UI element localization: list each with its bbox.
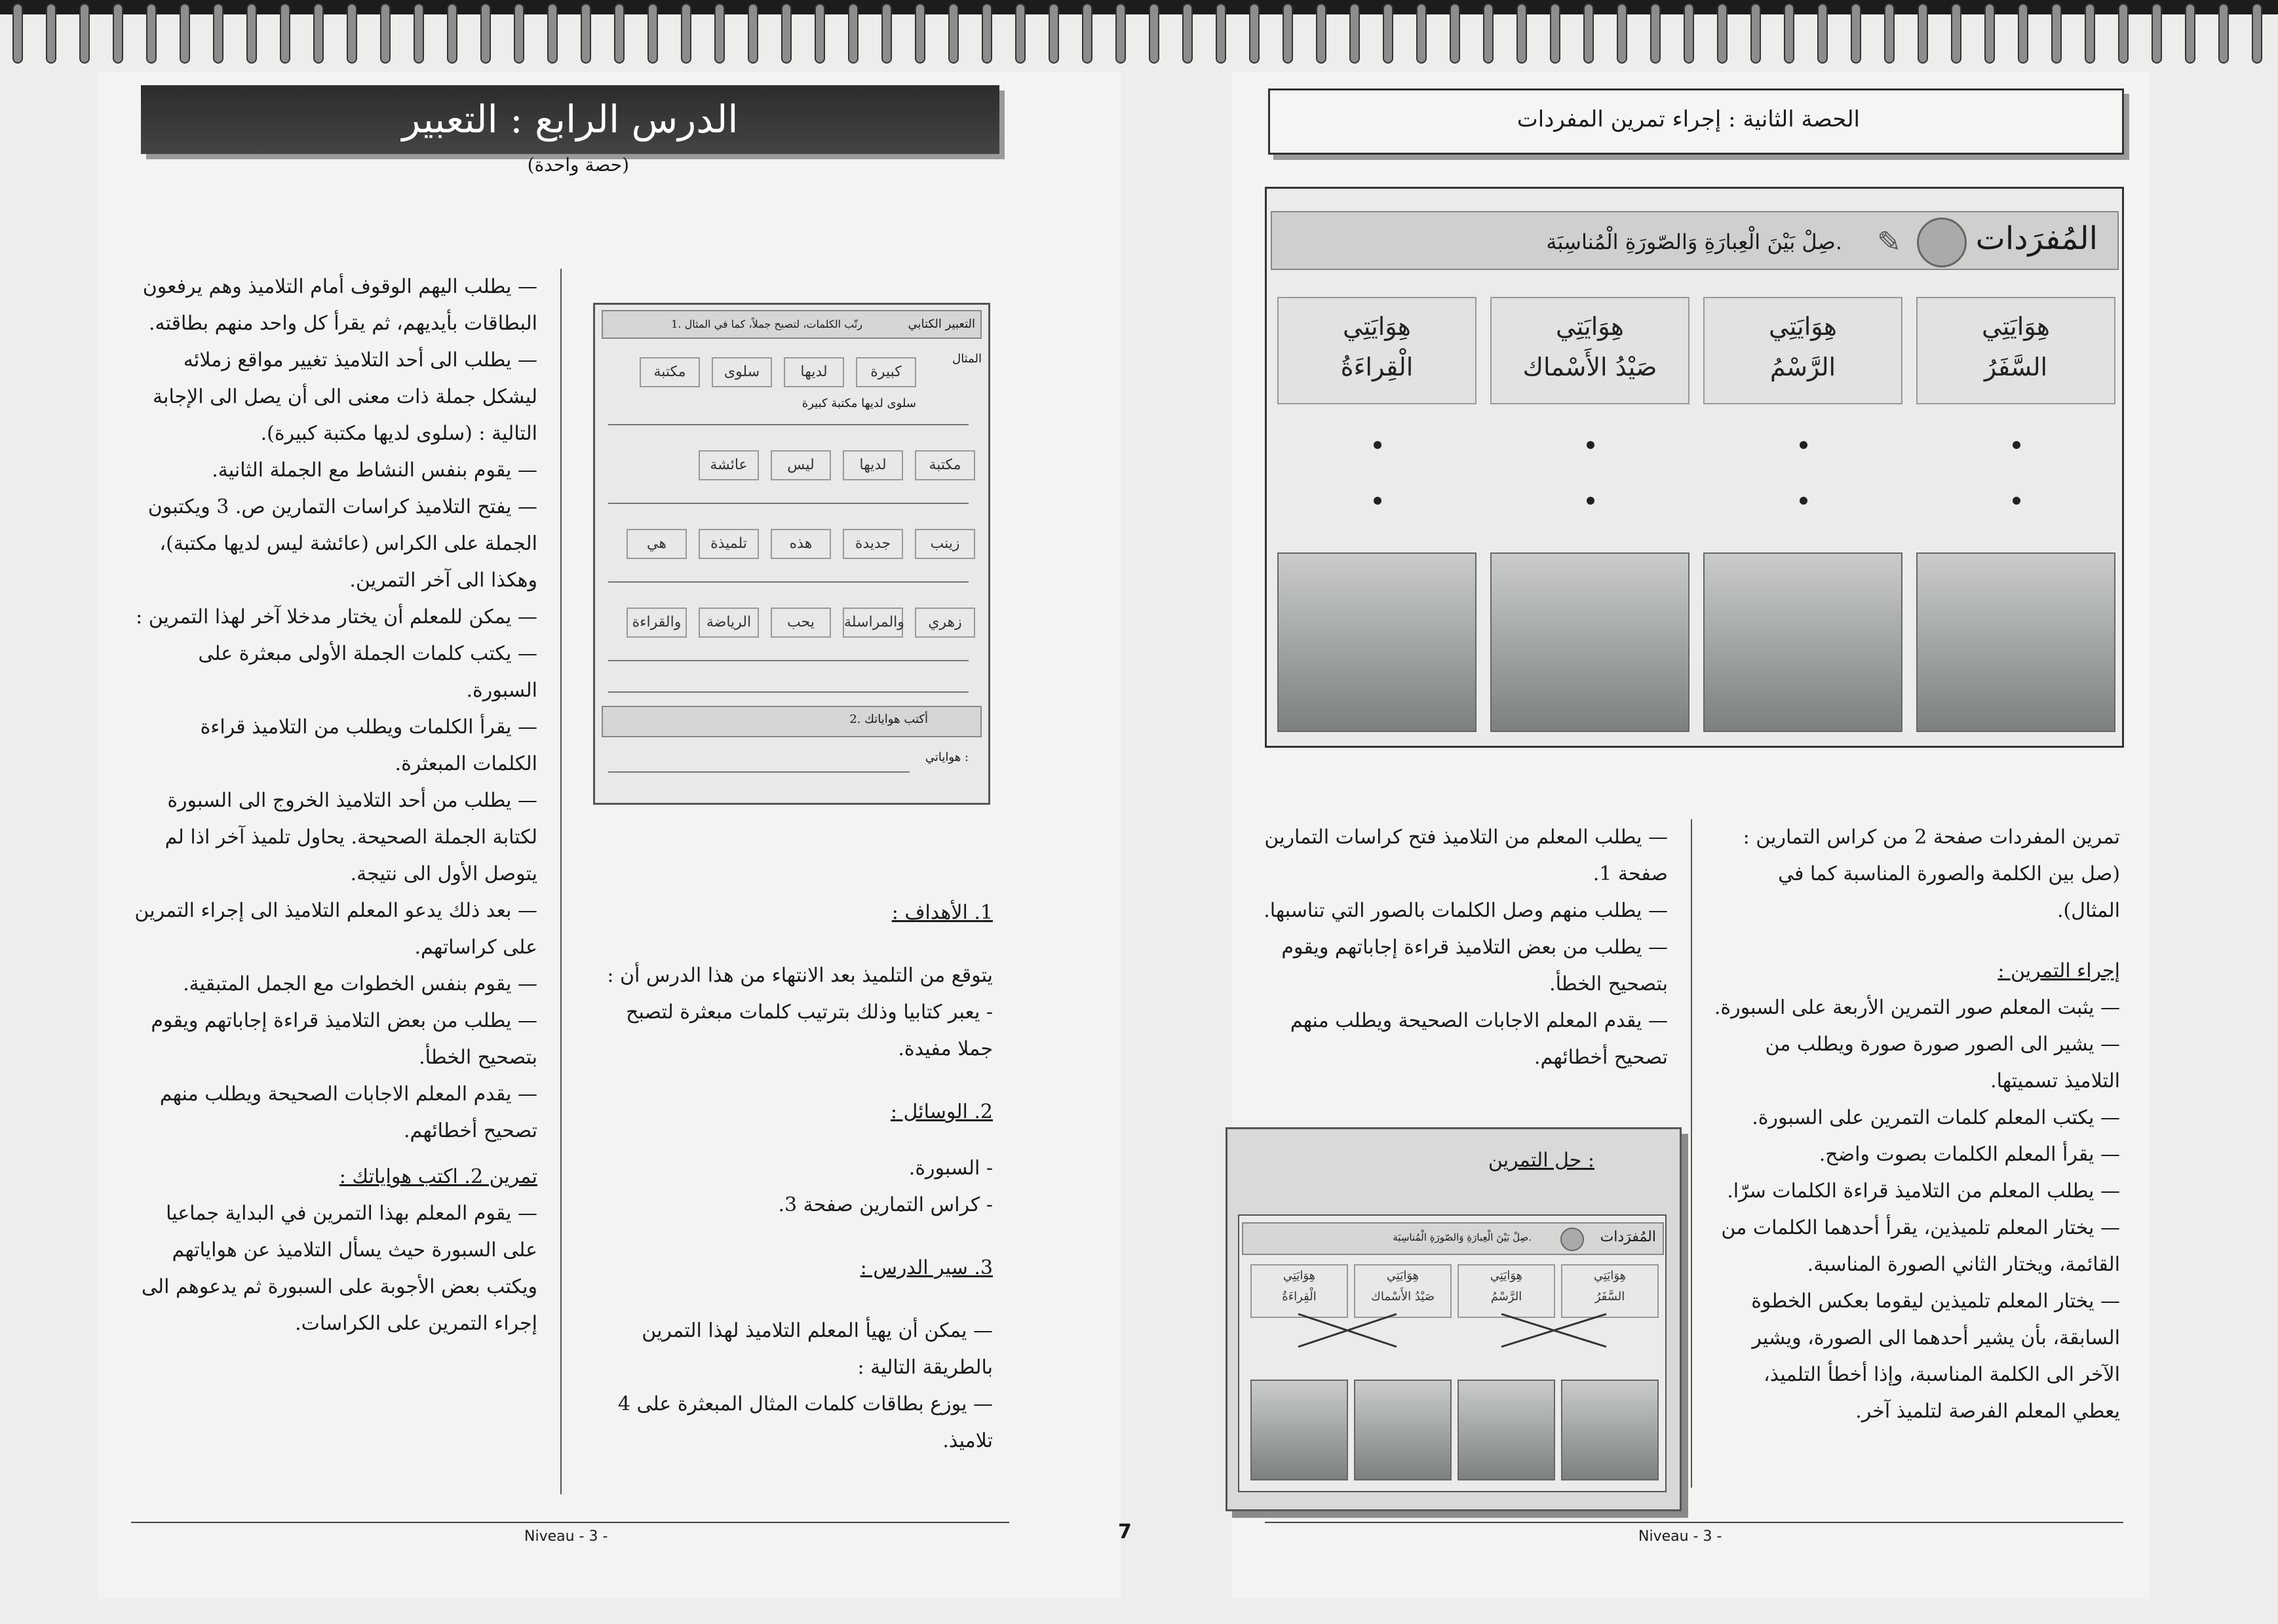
solution-word: هِوَايَتِي	[1593, 1269, 1627, 1283]
word-card: زينب	[915, 529, 975, 559]
solution-box	[1226, 1127, 1682, 1511]
hobby-word: هِوَايَتِي	[1556, 312, 1624, 341]
instruction-paragraph: — يقوم بنفس النشاط مع الجملة الثانية.	[212, 459, 537, 482]
binding-ring	[1016, 4, 1025, 63]
hobby-illustration	[1703, 552, 1902, 732]
instruction-paragraph: — يمكن للمعلم أن يختار مدخلا آخر لهذا التمرين :	[136, 606, 537, 628]
binding-ring	[414, 4, 423, 63]
solution-word: هِوَايَتِي	[1283, 1269, 1316, 1283]
hobby-word: هِوَايَتِي	[1769, 312, 1837, 341]
binding-ring	[280, 4, 290, 63]
binding-ring	[180, 4, 189, 63]
instruction-paragraph: — يقوم بنفس الخطوات مع الجمل المتبقية.	[183, 973, 537, 996]
right-footer-rule	[1265, 1522, 2123, 1523]
binding-ring	[682, 4, 691, 63]
binding-ring	[581, 4, 590, 63]
solution-word: الْقِراءَةُ	[1282, 1290, 1317, 1304]
page-number: 7	[1118, 1520, 1132, 1543]
process-item: — يوزع بطاقات كلمات المثال المبعثرة على 4 تلاميذ.	[617, 1393, 993, 1452]
eye-icon	[1917, 218, 1967, 267]
left-footer-rule	[131, 1522, 1009, 1523]
solution-vocab-instruction: صِلْ بَيْنَ الْعِبارَةِ وَالصّورَةِ الْمُناسِبَة.	[1393, 1231, 1532, 1243]
vocab-intro: تمرين المفردات صفحة 2 من كراس التمارين : (صل بين الكلمة والصورة المناسبة كما في المثال).	[1743, 826, 2120, 922]
lesson-title-banner	[141, 85, 999, 154]
worksheet-row1-answer: سلوى لديها مكتبة كبيرة	[801, 396, 916, 410]
binding-ring	[1450, 4, 1459, 63]
binding-ring	[1718, 4, 1727, 63]
procedure-item: — يكتب المعلم كلمات التمرين على السبورة.	[1752, 1106, 2120, 1129]
binding-ring	[2152, 4, 2161, 63]
middle-column-item: — يطلب من بعض التلاميذ قراءة إجاباتهم ويقوم بتصحيح الخطأ.	[1281, 936, 1668, 996]
binding-ring	[514, 4, 524, 63]
binding-ring	[13, 4, 22, 63]
binding-ring	[1083, 4, 1092, 63]
binding-ring	[448, 4, 457, 63]
word-card: الرياضة	[699, 608, 759, 638]
binding-ring	[1183, 4, 1192, 63]
procedure-item: — يختار المعلم تلميذين، يقرأ أحدهما الكلمات من القائمة، ويختار الثاني الصورة المناسبة.	[1721, 1216, 2120, 1276]
procedure-item: — يطلب المعلم من التلاميذ قراءة الكلمات سرّا.	[1727, 1180, 2120, 1203]
middle-column-item: — يقدم المعلم الاجابات الصحيحة ويطلب منهم تصحيح أخطائهم.	[1290, 1009, 1668, 1069]
solution-word: صَيْدُ الأَسْماك	[1371, 1290, 1435, 1304]
exercise2-heading: تمرين 2. اكتب هواياتك :	[339, 1165, 537, 1188]
binding-ring	[849, 4, 858, 63]
solution-vocab-label: المُفرَدات	[1600, 1229, 1656, 1245]
binding-ring	[1317, 4, 1326, 63]
hobby-illustration	[1490, 552, 1689, 732]
worksheet-header	[602, 310, 982, 339]
hobby-word-tile	[1703, 297, 1902, 404]
vocab-label: المُفرَدات	[1975, 220, 2098, 257]
binding-ring	[1751, 4, 1760, 63]
vocabulary-exercise	[1265, 187, 2124, 748]
left-column-divider	[560, 269, 562, 1494]
binding-ring	[1049, 4, 1058, 63]
solution-illustration	[1354, 1380, 1452, 1480]
binding-ring	[2052, 4, 2061, 63]
solution-eye-icon	[1560, 1228, 1584, 1251]
binding-ring	[748, 4, 758, 63]
binding-ring	[1952, 4, 1961, 63]
instruction-paragraph: — يطلب من أحد التلاميذ الخروج الى السبورة لكتابة الجملة الصحيحة. يحاول تلميذ آخر اذا لم يتوصل الأول الى نتيجة.	[164, 789, 537, 885]
binding-ring	[982, 4, 992, 63]
instruction-paragraph: — يقرأ الكلمات ويطلب من التلاميذ قراءة الكلمات المبعثرة.	[200, 716, 537, 775]
word-card: لديها	[843, 450, 903, 480]
instruction-paragraph: — يكتب كلمات الجملة الأولى مبعثرة على السبورة.	[198, 642, 537, 702]
hobby-word: هِوَايَتِي	[1343, 312, 1411, 341]
worksheet-ex2-bar	[602, 706, 982, 737]
match-dot[interactable]	[1800, 441, 1807, 449]
binding-ring	[815, 4, 824, 63]
binding-ring	[2085, 4, 2095, 63]
binding-ring	[247, 4, 256, 63]
binding-ring	[2119, 4, 2128, 63]
goals-item: - يعبر كتابيا وذلك بترتيب كلمات مبعثرة لتصبح جملا مفيدة.	[626, 1001, 993, 1060]
middle-column-item: — يطلب المعلم من التلاميذ فتح كراسات التمارين صفحة 1.	[1264, 826, 1668, 885]
binding-ring	[1818, 4, 1827, 63]
word-card: كبيرة	[856, 357, 916, 387]
vocab-header-bar	[1271, 211, 2119, 270]
binding-ring	[882, 4, 891, 63]
binding-ring	[113, 4, 123, 63]
right-page-right-column	[1714, 819, 2120, 1430]
instruction-paragraph: — بعد ذلك يدعو المعلم التلاميذ الى إجراء التمرين على كراساتهم.	[134, 899, 537, 959]
hobby-illustration	[1916, 552, 2115, 732]
match-dot[interactable]	[2013, 441, 2020, 449]
lesson-subtitle: (حصة واحدة)	[527, 154, 629, 176]
match-dot[interactable]	[1374, 497, 1381, 505]
process-text: — يمكن أن يهيأ المعلم التلاميذ لهذا التمرين بالطريقة التالية :	[642, 1319, 993, 1379]
binding-ring	[1918, 4, 1927, 63]
binding-ring	[347, 4, 357, 63]
binding-ring	[1851, 4, 1861, 63]
means-heading: 2. الوسائل :	[890, 1100, 993, 1123]
word-card: هي	[627, 529, 687, 559]
solution-illustration	[1458, 1380, 1555, 1480]
left-footer: Niveau - 3 -	[524, 1528, 608, 1545]
word-card: والقراءة	[627, 608, 687, 638]
binding-ring	[481, 4, 490, 63]
word-card: لديها	[784, 357, 844, 387]
match-dot[interactable]	[2013, 497, 2020, 505]
means-item-1: - السبورة.	[908, 1157, 993, 1180]
hobby-word-tile	[1916, 297, 2115, 404]
match-dot[interactable]	[1800, 497, 1807, 505]
binding-ring	[1417, 4, 1426, 63]
word-card: جديدة	[843, 529, 903, 559]
word-card: سلوى	[712, 357, 772, 387]
worksheet-label: التعبير الكتابي	[908, 317, 975, 331]
binding-ring	[782, 4, 791, 63]
worksheet-example-label: المثال	[952, 352, 982, 366]
hobby-illustration	[1277, 552, 1477, 732]
word-card: مكتبة	[915, 450, 975, 480]
hobby-word: الرَّسْمُ	[1769, 353, 1836, 381]
word-card: ليس	[771, 450, 831, 480]
hobby-word: هِوَايَتِي	[1982, 312, 2050, 341]
solution-word: هِوَايَتِي	[1386, 1269, 1419, 1283]
binding-ring	[1116, 4, 1125, 63]
solution-word: هِوَايَتِي	[1490, 1269, 1523, 1283]
binding-ring	[1584, 4, 1593, 63]
binding-ring	[47, 4, 56, 63]
instruction-paragraph: — يطلب من بعض التلاميذ قراءة إجاباتهم ويقوم بتصحيح الخطأ.	[151, 1009, 537, 1069]
binding-ring	[949, 4, 958, 63]
solution-word: الرَّسْمُ	[1490, 1290, 1522, 1304]
binding-ring	[1785, 4, 1794, 63]
right-page-middle-column	[1262, 819, 1668, 1076]
procedure-item: — يختار المعلم تلميذين ليقوما بعكس الخطوة السابقة، بأن يشير أحدهما الى الصورة، ويشير الآخر الى الكلمة المناسبة، وإذا أخطأ التلميذ، يعطي المعلم الفرصة لتلميذ آخر.	[1751, 1290, 2120, 1423]
pencil-icon: ✎	[1877, 225, 1901, 259]
word-card: يحب	[771, 608, 831, 638]
binding-ring	[2219, 4, 2228, 63]
session-header-box	[1268, 88, 2124, 155]
binding-ring	[715, 4, 724, 63]
worksheet-ex2: 2. أكتب هواياتك	[849, 712, 928, 726]
worksheet-thumbnail	[593, 303, 990, 805]
solution-header-bar	[1242, 1222, 1664, 1255]
match-dot[interactable]	[1374, 441, 1381, 449]
worksheet-instruction: 1. رتّب الكلمات، لتصبح جملاً، كما في المثال	[671, 318, 862, 330]
binding-ring	[1651, 4, 1660, 63]
binding-ring	[615, 4, 624, 63]
process-heading: 3. سير الدرس :	[860, 1256, 993, 1279]
solution-connecting-lines	[1239, 1307, 1665, 1360]
solution-thumbnail	[1238, 1214, 1667, 1492]
solution-word: السَّفَرُ	[1594, 1290, 1625, 1304]
binding-ring	[1684, 4, 1693, 63]
goals-intro: يتوقع من التلميذ بعد الانتهاء من هذا الدرس أن :	[607, 964, 993, 987]
binding-ring	[648, 4, 657, 63]
middle-column-item: — يطلب منهم وصل الكلمات بالصور التي تناسبها.	[1264, 899, 1668, 922]
lesson-title: الدرس الرابع : التعبير	[402, 97, 739, 142]
spiral-binding	[0, 0, 2278, 72]
binding-ring	[1250, 4, 1259, 63]
hobby-word-tile	[1277, 297, 1477, 404]
right-column-divider	[1691, 819, 1692, 1488]
binding-ring	[1484, 4, 1493, 63]
binding-ring	[1283, 4, 1292, 63]
procedure-item: — يشير الى الصور صورة صورة ويطلب من التلاميذ تسميتها.	[1765, 1033, 2120, 1092]
word-card: زهري	[915, 608, 975, 638]
binding-ring	[147, 4, 156, 63]
instruction-paragraph: — يقدم المعلم الاجابات الصحيحة ويطلب منهم تصحيح أخطائهم.	[159, 1083, 537, 1142]
binding-ring	[2252, 4, 2262, 63]
word-card: مكتبة	[640, 357, 700, 387]
binding-ring	[2186, 4, 2195, 63]
goals-heading: 1. الأهداف :	[891, 901, 993, 924]
binding-ring	[1551, 4, 1560, 63]
instruction-paragraph: — يفتح التلاميذ كراسات التمارين ص. 3 ويكتبون الجملة على الكراس (عائشة ليس لديها مكتبة)، وهكذا الى آخر التمرين.	[147, 495, 537, 592]
binding-ring	[1517, 4, 1526, 63]
right-footer: Niveau - 3 -	[1638, 1528, 1722, 1545]
binding-ring	[1350, 4, 1359, 63]
hobby-word: صَيْدُ الأَسْماك	[1522, 353, 1657, 381]
word-card: عائشة	[699, 450, 759, 480]
worksheet-ex2-line: هواياتي :	[925, 750, 969, 764]
binding-ring	[214, 4, 223, 63]
word-card: تلميذة	[699, 529, 759, 559]
solution-illustration	[1250, 1380, 1348, 1480]
hobby-word-tile	[1490, 297, 1689, 404]
vocab-instruction: صِلْ بَيْنَ الْعِبارَةِ وَالصّورَةِ الْمُناسِبَة.	[1546, 229, 1842, 254]
binding-ring	[2018, 4, 2028, 63]
instruction-paragraph: — يطلب الى أحد التلاميذ تغيير مواقع زملائه ليشكل جملة ذات معنى الى أن يصل الى الإجابة التالية : (سلوى لديها مكتبة كبيرة).	[153, 349, 537, 445]
instruction-paragraph: — يطلب اليهم الوقوف أمام التلاميذ وهم يرفعون البطاقات بأيديهم، ثم يقرأ كل واحد منهم بطاقته.	[142, 275, 537, 335]
procedure-item: — يقرأ المعلم الكلمات بصوت واضح.	[1819, 1143, 2120, 1166]
binding-ring	[1885, 4, 1894, 63]
procedure-item: — يثبت المعلم صور التمرين الأربعة على السبورة.	[1714, 996, 2120, 1019]
means-item-2: - كراس التمارين صفحة 3.	[778, 1193, 993, 1216]
binding-ring	[916, 4, 925, 63]
word-card: هذه	[771, 529, 831, 559]
session-header: الحصة الثانية : إجراء تمرين المفردات	[1516, 106, 1860, 132]
left-page-right-column	[131, 269, 537, 1342]
binding-ring	[80, 4, 89, 63]
solution-illustration	[1561, 1380, 1659, 1480]
word-card: والمراسلة	[843, 608, 903, 638]
solution-heading: حل التمرين :	[1488, 1149, 1594, 1172]
hobby-word: الْقِراءَةُ	[1340, 353, 1414, 381]
binding-ring	[1216, 4, 1226, 63]
binding-ring	[1985, 4, 1994, 63]
binding-ring	[314, 4, 323, 63]
binding-ring	[548, 4, 557, 63]
match-dot[interactable]	[1587, 497, 1594, 505]
binding-ring	[1149, 4, 1159, 63]
hobby-word: السَّفَرُ	[1984, 353, 2048, 381]
left-page-left-column	[587, 895, 993, 1460]
binding-ring	[1617, 4, 1627, 63]
binding-ring	[381, 4, 390, 63]
exercise2-text: — يقوم المعلم بهذا التمرين في البداية جماعيا على السبورة حيث يسأل التلاميذ عن هواياتهم ويكتب بعض الأجوبة على السبورة ثم يدعوهم الى إجراء التمرين على الكراسات.	[141, 1202, 537, 1335]
binding-ring	[1383, 4, 1393, 63]
procedure-heading: إجراء التمرين :	[1998, 959, 2120, 982]
match-dot[interactable]	[1587, 441, 1594, 449]
